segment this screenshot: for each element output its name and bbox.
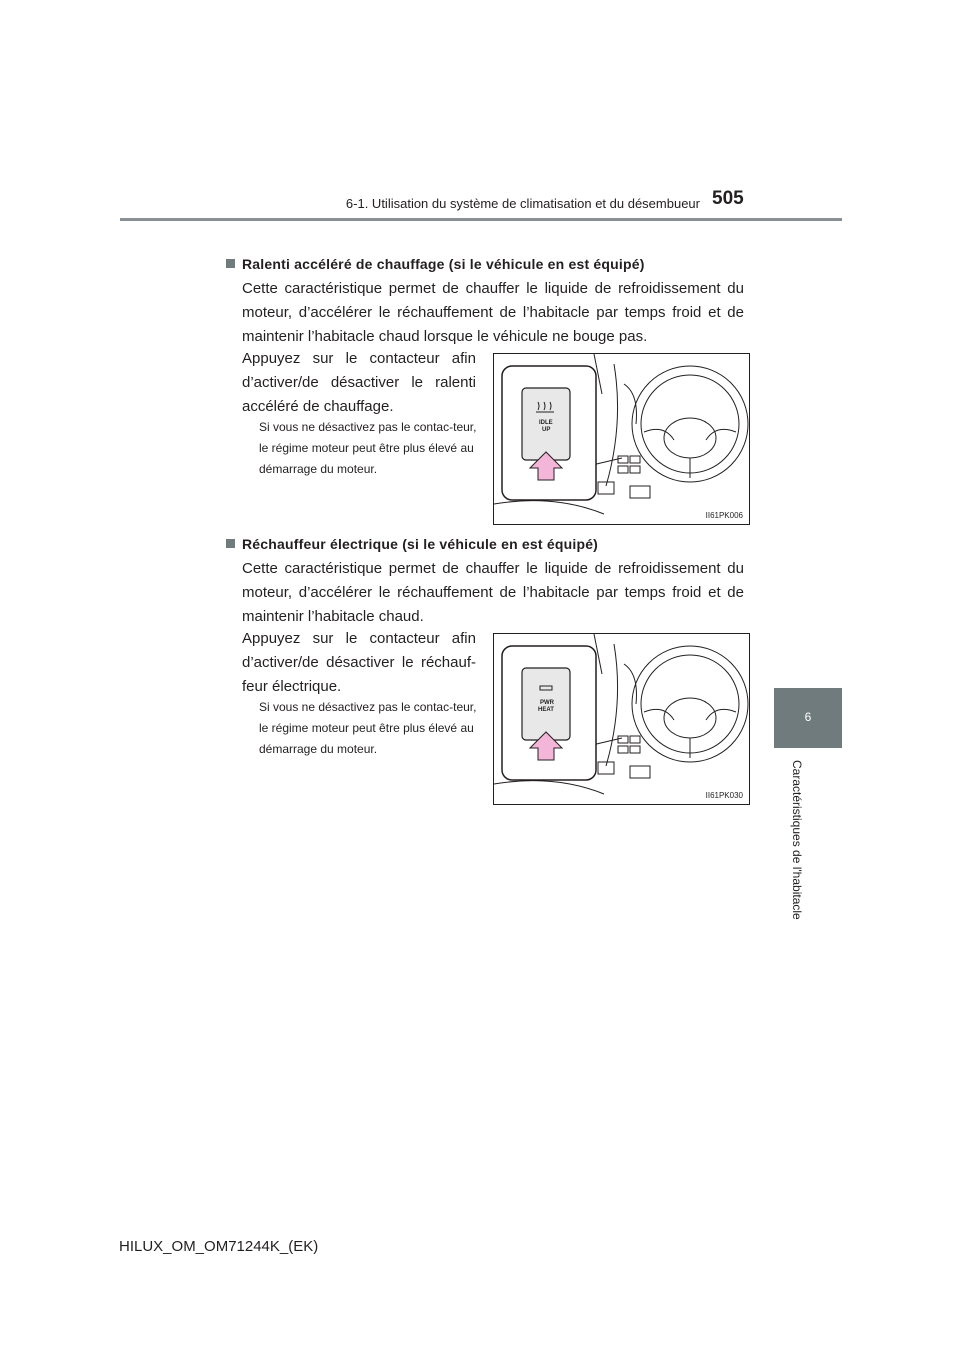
chapter-side-label-text: Caractéristiques de l'habitacle (790, 760, 804, 920)
chapter-side-label (790, 760, 814, 930)
square-bullet-icon (226, 259, 235, 268)
dashboard-illustration (494, 354, 750, 525)
section-heading-idle-up (226, 256, 645, 272)
header-rule (120, 218, 842, 221)
section-heading-pwr-heat (226, 536, 598, 552)
section-note: Si vous ne désactivez pas le contac-teur, le régime moteur peut être plus élevé au démarrage du moteur. (259, 700, 477, 756)
switch-label-top: IDLE (539, 420, 553, 426)
figure-idle-up-switch (493, 353, 750, 525)
switch-label-bottom: UP (542, 427, 551, 433)
section-heading-text: Réchauffeur électrique (si le véhicule en est équipé) (242, 536, 599, 552)
dashboard-illustration (494, 634, 750, 805)
footer-doc-code: HILUX_OM_OM71244K_(EK) (119, 1238, 319, 1255)
section-body: Cette caractéristique permet de chauffer le liquide de refroidissement du moteur, d’accélérer le réchauffement de l’habitacle par temps froid et de maintenir l’habitacle chaud lorsque le véhicule ne bouge pas. (242, 280, 744, 345)
chapter-tab[interactable] (774, 688, 842, 748)
section-heading-text: Ralenti accéléré de chauffage (si le véhicule en est équipé) (242, 256, 645, 272)
section-body: Cette caractéristique permet de chauffer le liquide de refroidissement du moteur, d’accélérer le réchauffement de l’habitacle par temps froid et de maintenir l’habitacle chaud. (242, 560, 744, 625)
chapter-tab-number: 6 (804, 710, 812, 724)
page-number: 505 (712, 188, 744, 209)
section-instruction: Appuyez sur le contacteur afin d’activer/de désactiver le ralenti accéléré de chauffage. (242, 350, 476, 415)
figure-code: II61PK030 (705, 791, 743, 800)
switch-label-top: PWR (540, 700, 554, 706)
running-header: 6-1. Utilisation du système de climatisation et du désembueur (345, 196, 700, 211)
switch-label-bottom: HEAT (538, 707, 554, 713)
figure-code: II61PK006 (705, 511, 743, 520)
square-bullet-icon (226, 539, 235, 548)
section-note: Si vous ne désactivez pas le contac-teur, le régime moteur peut être plus élevé au démarrage du moteur. (259, 420, 477, 476)
section-instruction: Appuyez sur le contacteur afin d’activer/de désactiver le réchauf-feur électrique. (242, 630, 476, 695)
figure-pwr-heat-switch (493, 633, 750, 805)
